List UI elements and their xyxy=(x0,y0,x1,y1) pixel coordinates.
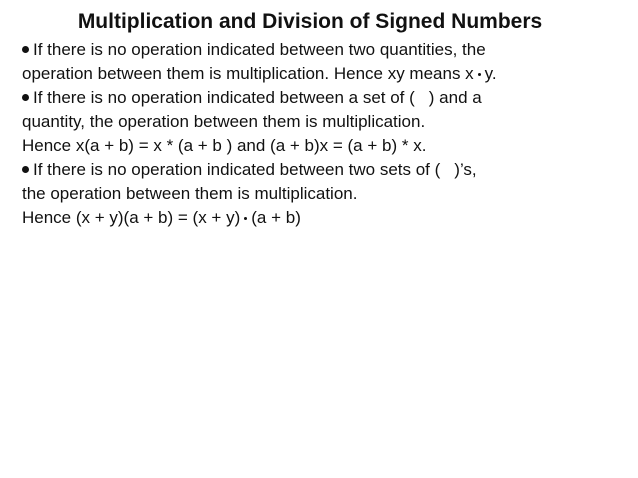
bullet-2-line-2 xyxy=(22,110,622,134)
bullet-2-text-4: Hence x(a + b) = x * (a + b ) and (a + b)x = (a + b) * x. xyxy=(22,136,427,155)
bullet-3-text-3: the operation between them is multiplication. xyxy=(22,184,358,203)
slide-title: Multiplication and Division of Signed Numbers xyxy=(77,10,543,33)
bullet-3-line-2 xyxy=(22,182,622,206)
multiplication-dot-icon xyxy=(244,217,247,220)
bullet-1-line-1 xyxy=(22,38,622,62)
bullet-3-text-1: If there is no operation indicated between two sets of ( xyxy=(33,160,441,179)
slide-body xyxy=(22,38,622,230)
bullet-2-line-1 xyxy=(22,86,622,110)
bullet-3-line-1 xyxy=(22,158,622,182)
bullet-3-text-2: )’s, xyxy=(454,160,477,179)
bullet-2-text-1: If there is no operation indicated between a set of ( xyxy=(33,88,415,107)
bullet-3-text-4: Hence (x + y)(a + b) = (x + y) xyxy=(22,208,241,227)
bullet-2-text-3: quantity, the operation between them is multiplication. xyxy=(22,112,426,131)
bullet-2-text-2: ) and a xyxy=(428,88,482,107)
bullet-3-text-5: (a + b) xyxy=(251,208,301,227)
bullet-icon xyxy=(22,94,29,101)
bullet-icon xyxy=(22,46,29,53)
bullet-3-line-3 xyxy=(22,206,622,230)
bullet-1-text-2: operation between them is multiplication. Hence xy means x xyxy=(22,64,474,83)
bullet-1-text-3: y. xyxy=(484,64,497,83)
bullet-1-line-2 xyxy=(22,62,622,86)
bullet-1-text-1: If there is no operation indicated between two quantities, the xyxy=(33,40,486,59)
bullet-icon xyxy=(22,166,29,173)
multiplication-dot-icon xyxy=(478,73,481,76)
bullet-2-line-3 xyxy=(22,134,622,158)
